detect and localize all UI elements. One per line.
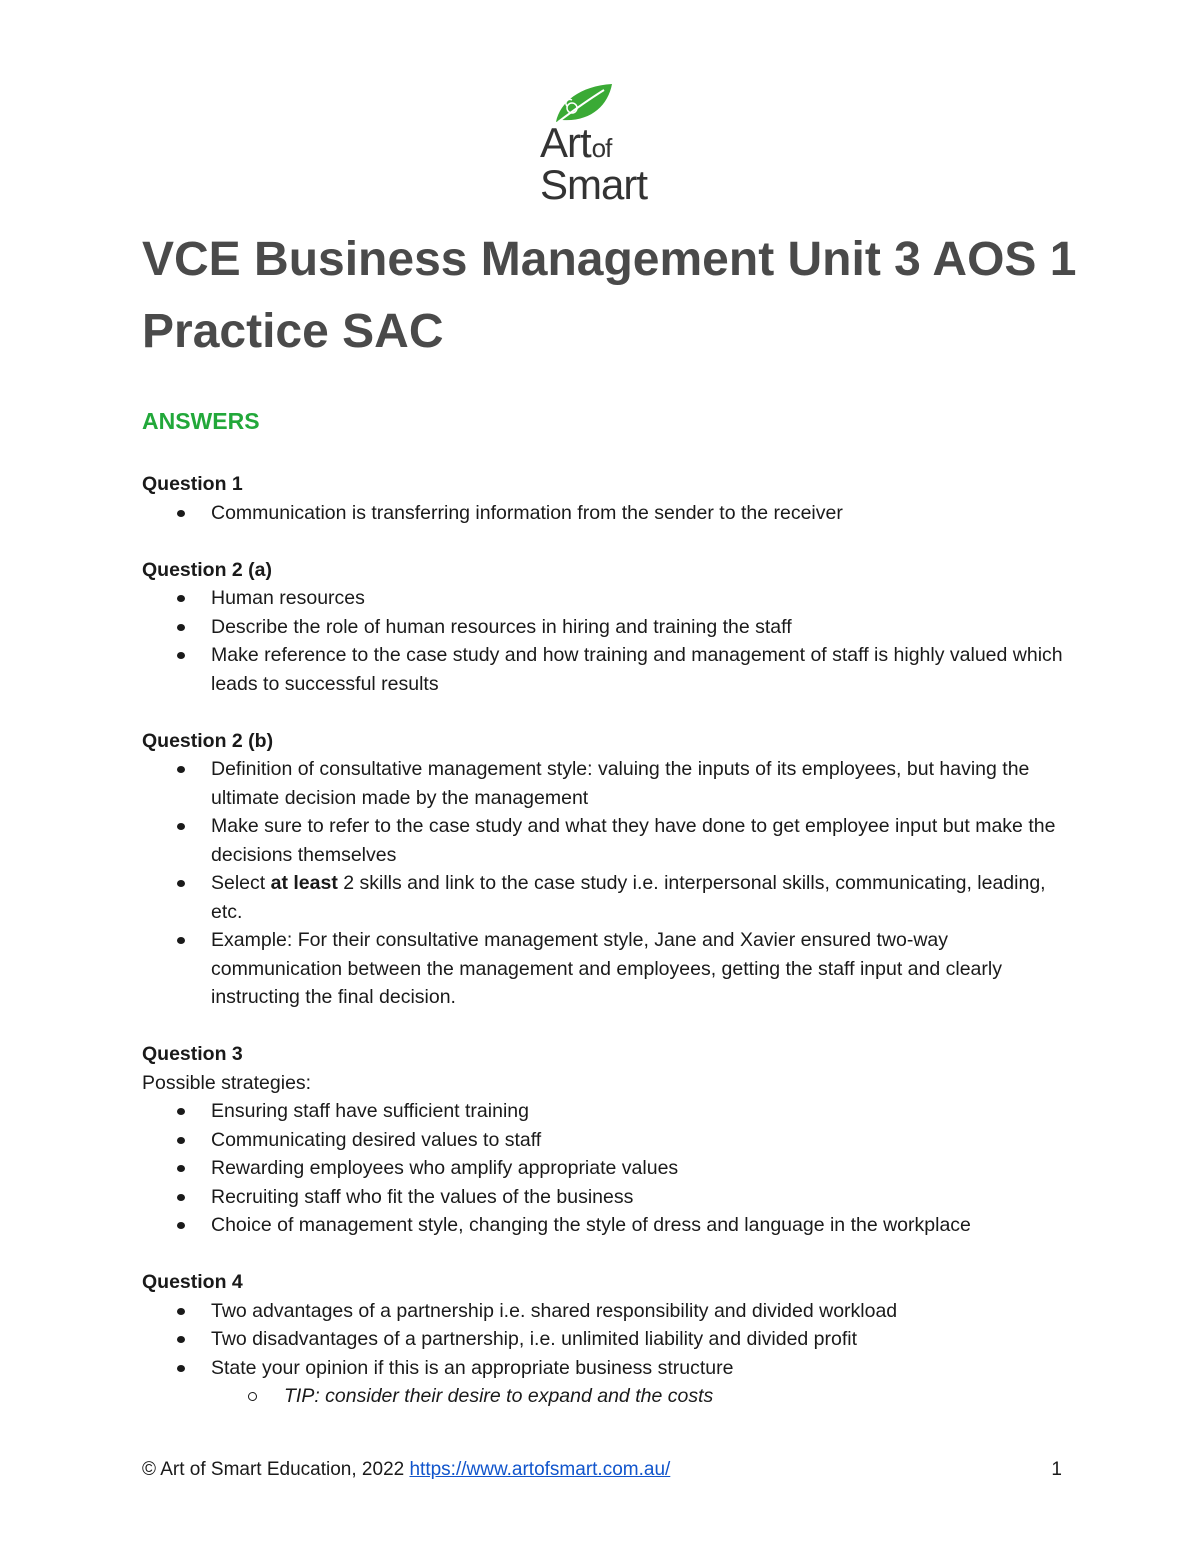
question-heading: Question 4 [142, 1271, 243, 1293]
page-number: 1 [1051, 1459, 1062, 1480]
question-heading: Question 2 (b) [142, 729, 274, 752]
list-item: State your opinion if this is an appropriate business structure [142, 1354, 1072, 1383]
question-1-section [142, 470, 1072, 527]
emphasis-text: at least [270, 872, 338, 894]
list-item: Two disadvantages of a partnership, i.e. unlimited liability and divided profit [142, 1325, 1072, 1354]
list-item: Describe the role of human resources in hiring and training the staff [142, 613, 1072, 642]
section-intro: Possible strategies: [142, 1071, 312, 1094]
question-4-section [142, 1268, 1072, 1411]
list-item: Example: For their consultative management style, Jane and Xavier ensured two-way communication between the management and employees, getting the staff input and clearly instructing the final decision. [142, 926, 1072, 1012]
page-footer [142, 1458, 1062, 1482]
answers-heading: ANSWERS [142, 408, 260, 434]
bullet-list [142, 1297, 1072, 1383]
question-2a-section [142, 556, 1072, 699]
list-item: Select at least 2 skills and link to the case study i.e. interpersonal skills, communicating, leading, etc. [142, 869, 1072, 926]
answers-content [142, 470, 1072, 1439]
list-item: Human resources [142, 584, 1072, 613]
art-of-smart-logo [538, 82, 668, 210]
copyright-text: © Art of Smart Education, 2022 [142, 1459, 410, 1480]
list-item: Choice of management style, changing the style of dress and language in the workplace [142, 1211, 1072, 1240]
list-item: Make reference to the case study and how training and management of staff is highly valued which leads to successful results [142, 641, 1072, 698]
website-link[interactable]: https://www.artofsmart.com.au/ [409, 1459, 671, 1480]
list-item: Rewarding employees who amplify appropriate values [142, 1154, 1072, 1183]
list-item: Communicating desired values to staff [142, 1126, 1072, 1155]
bullet-list [142, 755, 1072, 1012]
question-3-section [142, 1040, 1072, 1240]
sub-bullet-list [142, 1382, 1072, 1411]
document-title: VCE Business Management Unit 3 AOS 1 Practice SAC [142, 233, 1077, 358]
question-heading: Question 2 (a) [142, 558, 273, 581]
bullet-list [142, 499, 1072, 528]
list-item: Two advantages of a partnership i.e. shared responsibility and divided workload [142, 1297, 1072, 1326]
leaf-icon [552, 82, 614, 124]
list-item: Definition of consultative management style: valuing the inputs of its employees, but having the ultimate decision made by the management [142, 755, 1072, 812]
list-item: Ensuring staff have sufficient training [142, 1097, 1072, 1126]
bullet-list [142, 1097, 1072, 1240]
list-item: Make sure to refer to the case study and what they have done to get employee input but make the decisions themselves [142, 812, 1072, 869]
question-2b-section [142, 727, 1072, 1012]
logo-text-line1: Artof [540, 119, 612, 166]
question-heading: Question 3 [142, 1043, 243, 1065]
bullet-list [142, 584, 1072, 698]
question-heading: Question 1 [142, 473, 243, 495]
logo-text-line2: Smart [540, 161, 648, 208]
list-item: Recruiting staff who fit the values of the business [142, 1183, 1072, 1212]
sub-list-item: TIP: consider their desire to expand and the costs [142, 1382, 1072, 1411]
list-item: Communication is transferring information from the sender to the receiver [142, 499, 1072, 528]
